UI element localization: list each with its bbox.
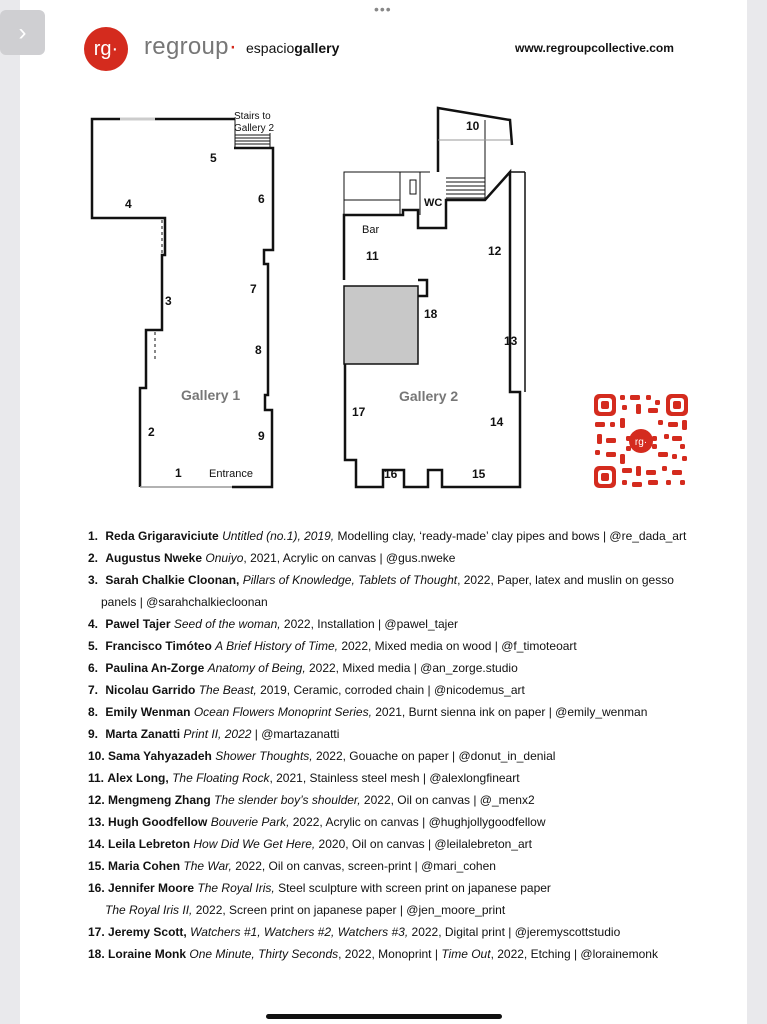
list-item: 14. Leila Lebreton How Did We Get Here, 2020, Oil on canvas | @leilalebreton_art	[88, 837, 532, 851]
list-item: 15. Maria Cohen The War, 2022, Oil on canvas, screen-print | @mari_cohen	[88, 859, 496, 873]
regroup-logo: rg·	[84, 27, 128, 71]
list-item: 7. Nicolau Garrido The Beast, 2019, Ceramic, corroded chain | @nicodemus_art	[88, 683, 525, 697]
list-item: 18. Loraine Monk One Minute, Thirty Seconds, 2022, Monoprint | Time Out, 2022, Etching | @lorainemonk	[88, 947, 658, 961]
home-indicator[interactable]	[266, 1014, 502, 1019]
qr-logo-text: rg·	[634, 437, 648, 448]
list-item: 6. Paulina An-Zorge Anatomy of Being, 2022, Mixed media | @an_zorge.studio	[88, 661, 518, 675]
spot-8: 8	[255, 343, 262, 357]
spot-18: 18	[424, 307, 438, 321]
list-item: 5. Francisco Timóteo A Brief History of Time, 2022, Mixed media on wood | @f_timoteoart	[88, 639, 577, 653]
list-item-continuation: The Royal Iris II, 2022, Screen print on japanese paper | @jen_moore_print	[105, 903, 506, 917]
spot-16: 16	[384, 467, 398, 481]
brand-text: regroup	[144, 33, 229, 60]
wc-label: WC	[424, 197, 443, 209]
list-item: 9. Marta Zanatti Print II, 2022 | @martazanatti	[88, 727, 340, 741]
list-item-continuation: panels | @sarahchalkiecloonan	[101, 595, 268, 609]
entrance-label: Entrance	[209, 468, 254, 480]
list-item: 13. Hugh Goodfellow Bouverie Park, 2022, Acrylic on canvas | @hughjollygoodfellow	[88, 815, 546, 829]
spot-5: 5	[210, 151, 217, 165]
gallery1-wall	[140, 355, 146, 487]
list-item: 16. Jennifer Moore The Royal Iris, Steel sculpture with screen print on japanese paper	[88, 881, 551, 895]
spot-12: 12	[488, 244, 502, 258]
spot-13: 13	[504, 334, 518, 348]
spot-1: 1	[175, 466, 182, 480]
list-item: 11. Alex Long, The Floating Rock, 2021, Stainless steel mesh | @alexlongfineart	[88, 771, 520, 785]
list-item: 2. Augustus Nweke Onuiyo, 2021, Acrylic on canvas | @gus.nweke	[88, 551, 456, 565]
list-item: 3. Sarah Chalkie Cloonan, Pillars of Knowledge, Tablets of Thought, 2022, Paper, latex and muslin on gesso	[88, 573, 674, 587]
stairs-label-1: Stairs to	[234, 111, 271, 122]
spot-17: 17	[352, 405, 366, 419]
spot-3: 3	[165, 294, 172, 308]
artist-list	[88, 525, 728, 965]
spot-2: 2	[148, 425, 155, 439]
list-item: 1. Reda Grigaraviciute Untitled (no.1), 2019, Modelling clay, ‘ready-made’ clay pipes and bows | @re_dada_art	[88, 529, 687, 543]
more-dots-icon[interactable]: •••	[374, 1, 392, 17]
spot-15: 15	[472, 467, 486, 481]
stairs-gallery2	[446, 172, 485, 200]
qr-code[interactable]	[592, 392, 690, 490]
spot-7: 7	[250, 282, 257, 296]
spot-6: 6	[258, 192, 265, 206]
bar-label: Bar	[362, 224, 380, 236]
list-item: 17. Jeremy Scott, Watchers #1, Watchers #2, Watchers #3, 2022, Digital print | @jeremyscottstudio	[88, 925, 621, 939]
list-item: 12. Mengmeng Zhang The slender boy’s shoulder, 2022, Oil on canvas | @_menx2	[88, 793, 535, 807]
spot-11: 11	[366, 249, 379, 263]
stairs-label-2: Gallery 2	[234, 123, 275, 134]
list-item: 4. Pawel Tajer Seed of the woman, 2022, Installation | @pawel_tajer	[88, 617, 458, 631]
spot-10: 10	[466, 119, 480, 133]
spot-14: 14	[490, 415, 504, 429]
gallery1-right-wall	[232, 148, 273, 487]
gallery-prefix: espacio	[246, 40, 295, 56]
gallery-suffix: gallery	[294, 40, 340, 56]
gallery1-label: Gallery 1	[181, 387, 241, 403]
storage-room	[344, 286, 418, 364]
spot-9: 9	[258, 429, 265, 443]
spot-4: 4	[125, 197, 132, 211]
brand-dot: ·	[228, 33, 238, 60]
chevron-right-icon: ›	[18, 18, 27, 46]
website-url: www.regroupcollective.com	[515, 41, 674, 55]
gallery2-label: Gallery 2	[399, 388, 459, 404]
list-item: 10. Sama Yahyazadeh Shower Thoughts, 2022, Gouache on paper | @donut_in_denial	[88, 749, 556, 763]
list-item: 8. Emily Wenman Ocean Flowers Monoprint Series, 2021, Burnt sienna ink on paper | @emily_wenman	[88, 705, 648, 719]
